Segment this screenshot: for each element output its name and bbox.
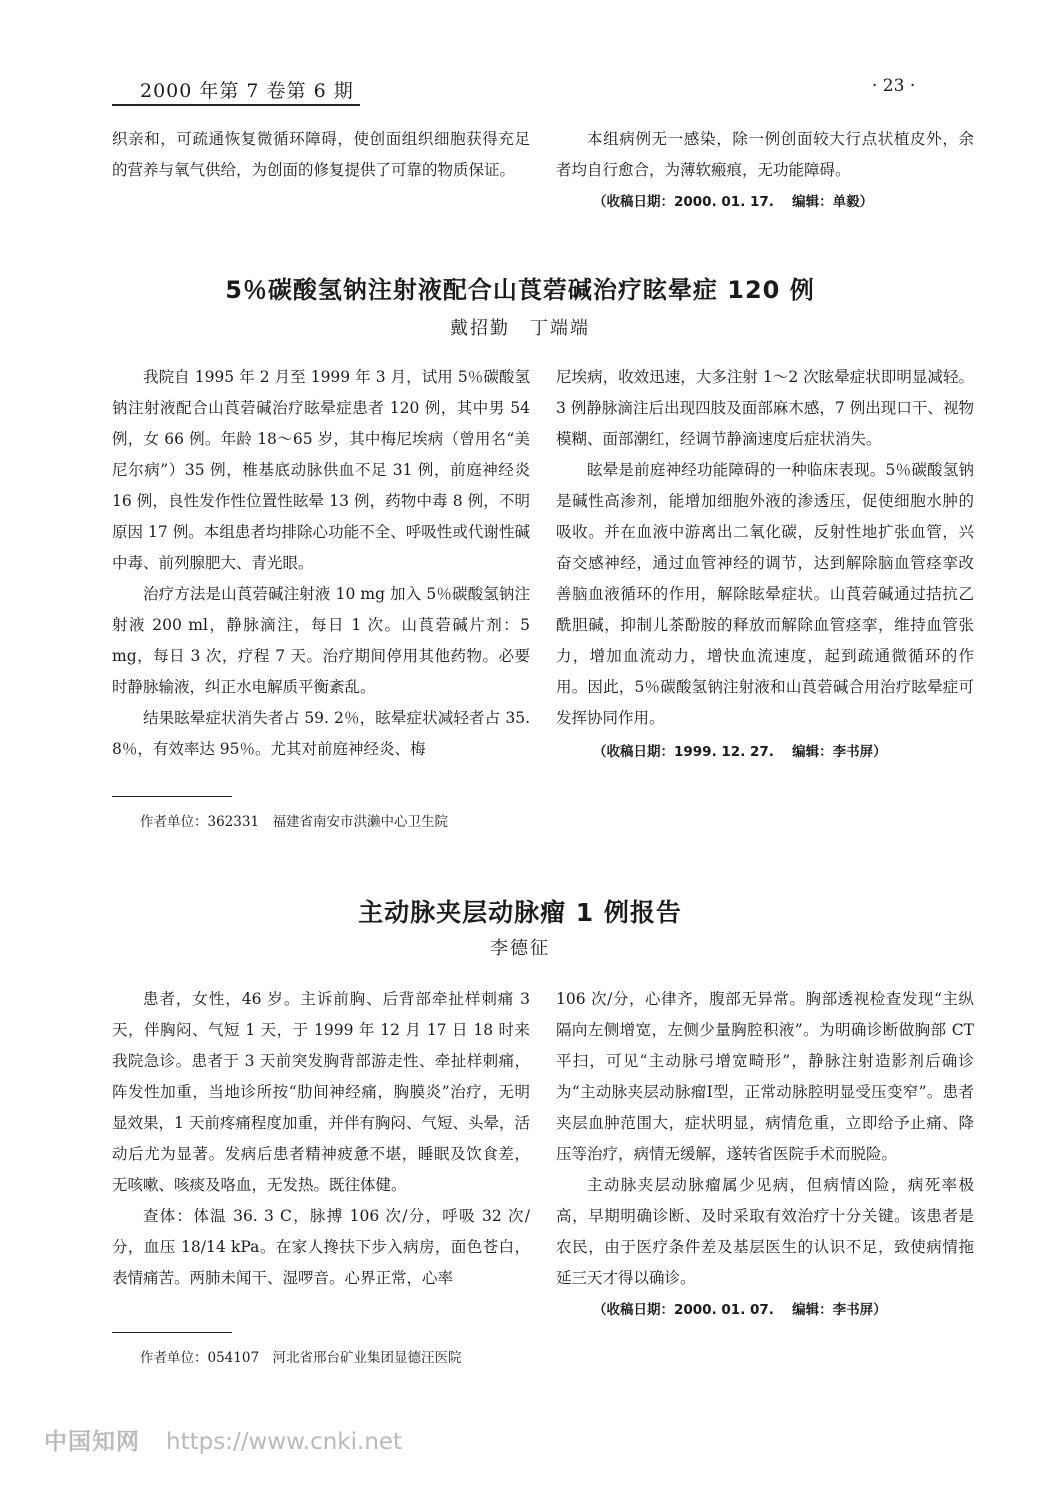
article1-left-para-2: 治疗方法是山莨菪碱注射液 10 mg 加入 5％碳酸氢钠注射液 200 ml，静脉滴注，每日 1 次。山莨菪碱片剂：5 mg，每日 3 次，疗程 7 天。治疗期间停用其他药物。必要时静脉输液，纠正水电解质平衡紊乱。 xyxy=(112,585,530,696)
article1-right-para-1: 尼埃病，收效迅速，大多注射 1～2 次眩晕症状即明显减轻。3 例静脉滴注后出现四肢及面部麻木感，7 例出现口干、视物模糊、面部潮红，经调节静滴速度后症状消失。 xyxy=(556,368,974,448)
article1-left-column xyxy=(112,362,530,765)
article2-right-column xyxy=(556,984,974,1322)
article2-right-para-2: 主动脉夹层动脉瘤属少见病，但病情凶险，病死率极高，早期明确诊断、及时采取有效治疗十分关键。该患者是农民，由于医疗条件差及基层医生的认识不足，致使病情拖延三天才得以确诊。 xyxy=(556,1176,974,1287)
article1-right-column xyxy=(556,362,974,764)
article2-right-para-1: 106 次/分，心律齐，腹部无异常。胸部透视检查发现“主纵隔向左侧增宽，左侧少量胸腔积液”。为明确诊断做胸部 CT 平扫，可见“主动脉弓增宽畸形”，静脉注射造影剂后确诊为“主动脉夹层动脉瘤Ⅰ型，正常动脉腔明显受压变窄”。患者夹层血肿范围大，症状明显，病情危重，立即给予止痛、降压等治疗，病情无缓解，遂转省医院手术而脱险。 xyxy=(556,990,974,1163)
article1-author-unit: 作者单位：362331 福建省南安市洪濑中心卫生院 xyxy=(140,814,449,830)
article1-left-para-3: 结果眩晕症状消失者占 59. 2％，眩晕症状减轻者占 35. 8％，有效率达 95％。尤其对前庭神经炎、梅 xyxy=(112,709,530,758)
article2-author-unit: 作者单位：054107 河北省邢台矿业集团显德汪医院 xyxy=(140,1350,462,1366)
prev-article-left-text: 织亲和，可疏通恢复微循环障碍，使创面组织细胞获得充足的营养与氧气供给，为创面的修复提供了可靠的物质保证。 xyxy=(112,130,530,179)
article2-left-column xyxy=(112,984,530,1294)
article2-title: 主动脉夹层动脉瘤 1 例报告 xyxy=(358,898,682,927)
article1-title: 5％碳酸氢钠注射液配合山莨菪碱治疗眩晕症 120 例 xyxy=(225,276,815,304)
header-rule xyxy=(112,104,360,106)
prev-article-received: （收稿日期：2000. 01. 17. 编辑：单毅） xyxy=(593,194,874,210)
article2-left-para-1: 患者，女性，46 岁。主诉前胸、后背部牵扯样刺痛 3 天，伴胸闷、气短 1 天，于 1999 年 12 月 17 日 18 时来我院急诊。患者于 3 天前突发胸背部游走性、牵扯样刺痛，阵发性加重，当地诊所按“肋间神经痛，胸膜炎”治疗，无明显效果，1 天前疼痛程度加重，并伴有胸闷、气短、头晕，活动后尤为显著。发病后患者精神疲惫不堪，睡眠及饮食差，无咳嗽、咳痰及咯血，无发热。既往体健。 xyxy=(112,990,530,1194)
article2-footnote-rule xyxy=(112,1332,232,1333)
article2-left-para-2: 查体：体温 36. 3 C，脉搏 106 次/分，呼吸 32 次/分，血压 18/14 kPa。在家人搀扶下步入病房，面色苍白，表情痛苦。两肺未闻干、湿啰音。心界正常，心率 xyxy=(112,1207,530,1287)
prev-article-right-text: 本组病例无一感染，除一例创面较大行点状植皮外，余者均自行愈合，为薄软瘢痕，无功能障碍。 xyxy=(556,130,974,179)
article2-received: （收稿日期：2000. 01. 07. 编辑：李书屏） xyxy=(593,1302,887,1318)
article1-left-para-1: 我院自 1995 年 2 月至 1999 年 3 月，试用 5％碳酸氢钠注射液配合山莨菪碱治疗眩晕症患者 120 例，其中男 54 例，女 66 例。年龄 18～65 岁，其中梅尼埃病（曾用名“美尼尔病”）35 例，椎基底动脉供血不足 31 例，前庭神经炎 16 例，良性发作性位置性眩晕 13 例，药物中毒 8 例，不明原因 17 例。本组患者均排除心功能不全、呼吸性或代谢性碱中毒、前列腺肥大、青光眼。 xyxy=(112,368,530,572)
article1-received: （收稿日期：1999. 12. 27. 编辑：李书屏） xyxy=(593,744,887,760)
article2-authors: 李德征 xyxy=(490,938,550,959)
cnki-url[interactable]: https://www.cnki.net xyxy=(166,1429,403,1455)
cnki-watermark xyxy=(44,1423,402,1456)
page-number: · 23 · xyxy=(872,76,916,96)
prev-article-right xyxy=(556,124,974,214)
article1-right-para-2: 眩晕是前庭神经功能障碍的一种临床表现。5％碳酸氢钠是碱性高渗剂，能增加细胞外液的渗透压，促使细胞水肿的吸收。并在血液中游离出二氧化碳，反射性地扩张血管，兴奋交感神经，通过血管神经的调节，达到解除脑血管痉挛改善脑血液循环的作用，解除眩晕症状。山莨菪碱通过拮抗乙酰胆碱，抑制儿茶酚胺的释放而解除血管痉挛，维持血管张力，增加血流动力，增快血流速度，起到疏通微循环的作用。因此，5％碳酸氢钠注射液和山莨菪碱合用治疗眩晕症可发挥协同作用。 xyxy=(556,461,974,727)
article1-footnote-rule xyxy=(112,796,232,797)
article1-authors: 戴招勤 丁端端 xyxy=(450,318,590,339)
journal-issue-header: 2000 年第 7 卷第 6 期 xyxy=(140,80,354,102)
cnki-logo-text: 中国知网 xyxy=(44,1429,140,1455)
prev-article-left xyxy=(112,124,530,186)
